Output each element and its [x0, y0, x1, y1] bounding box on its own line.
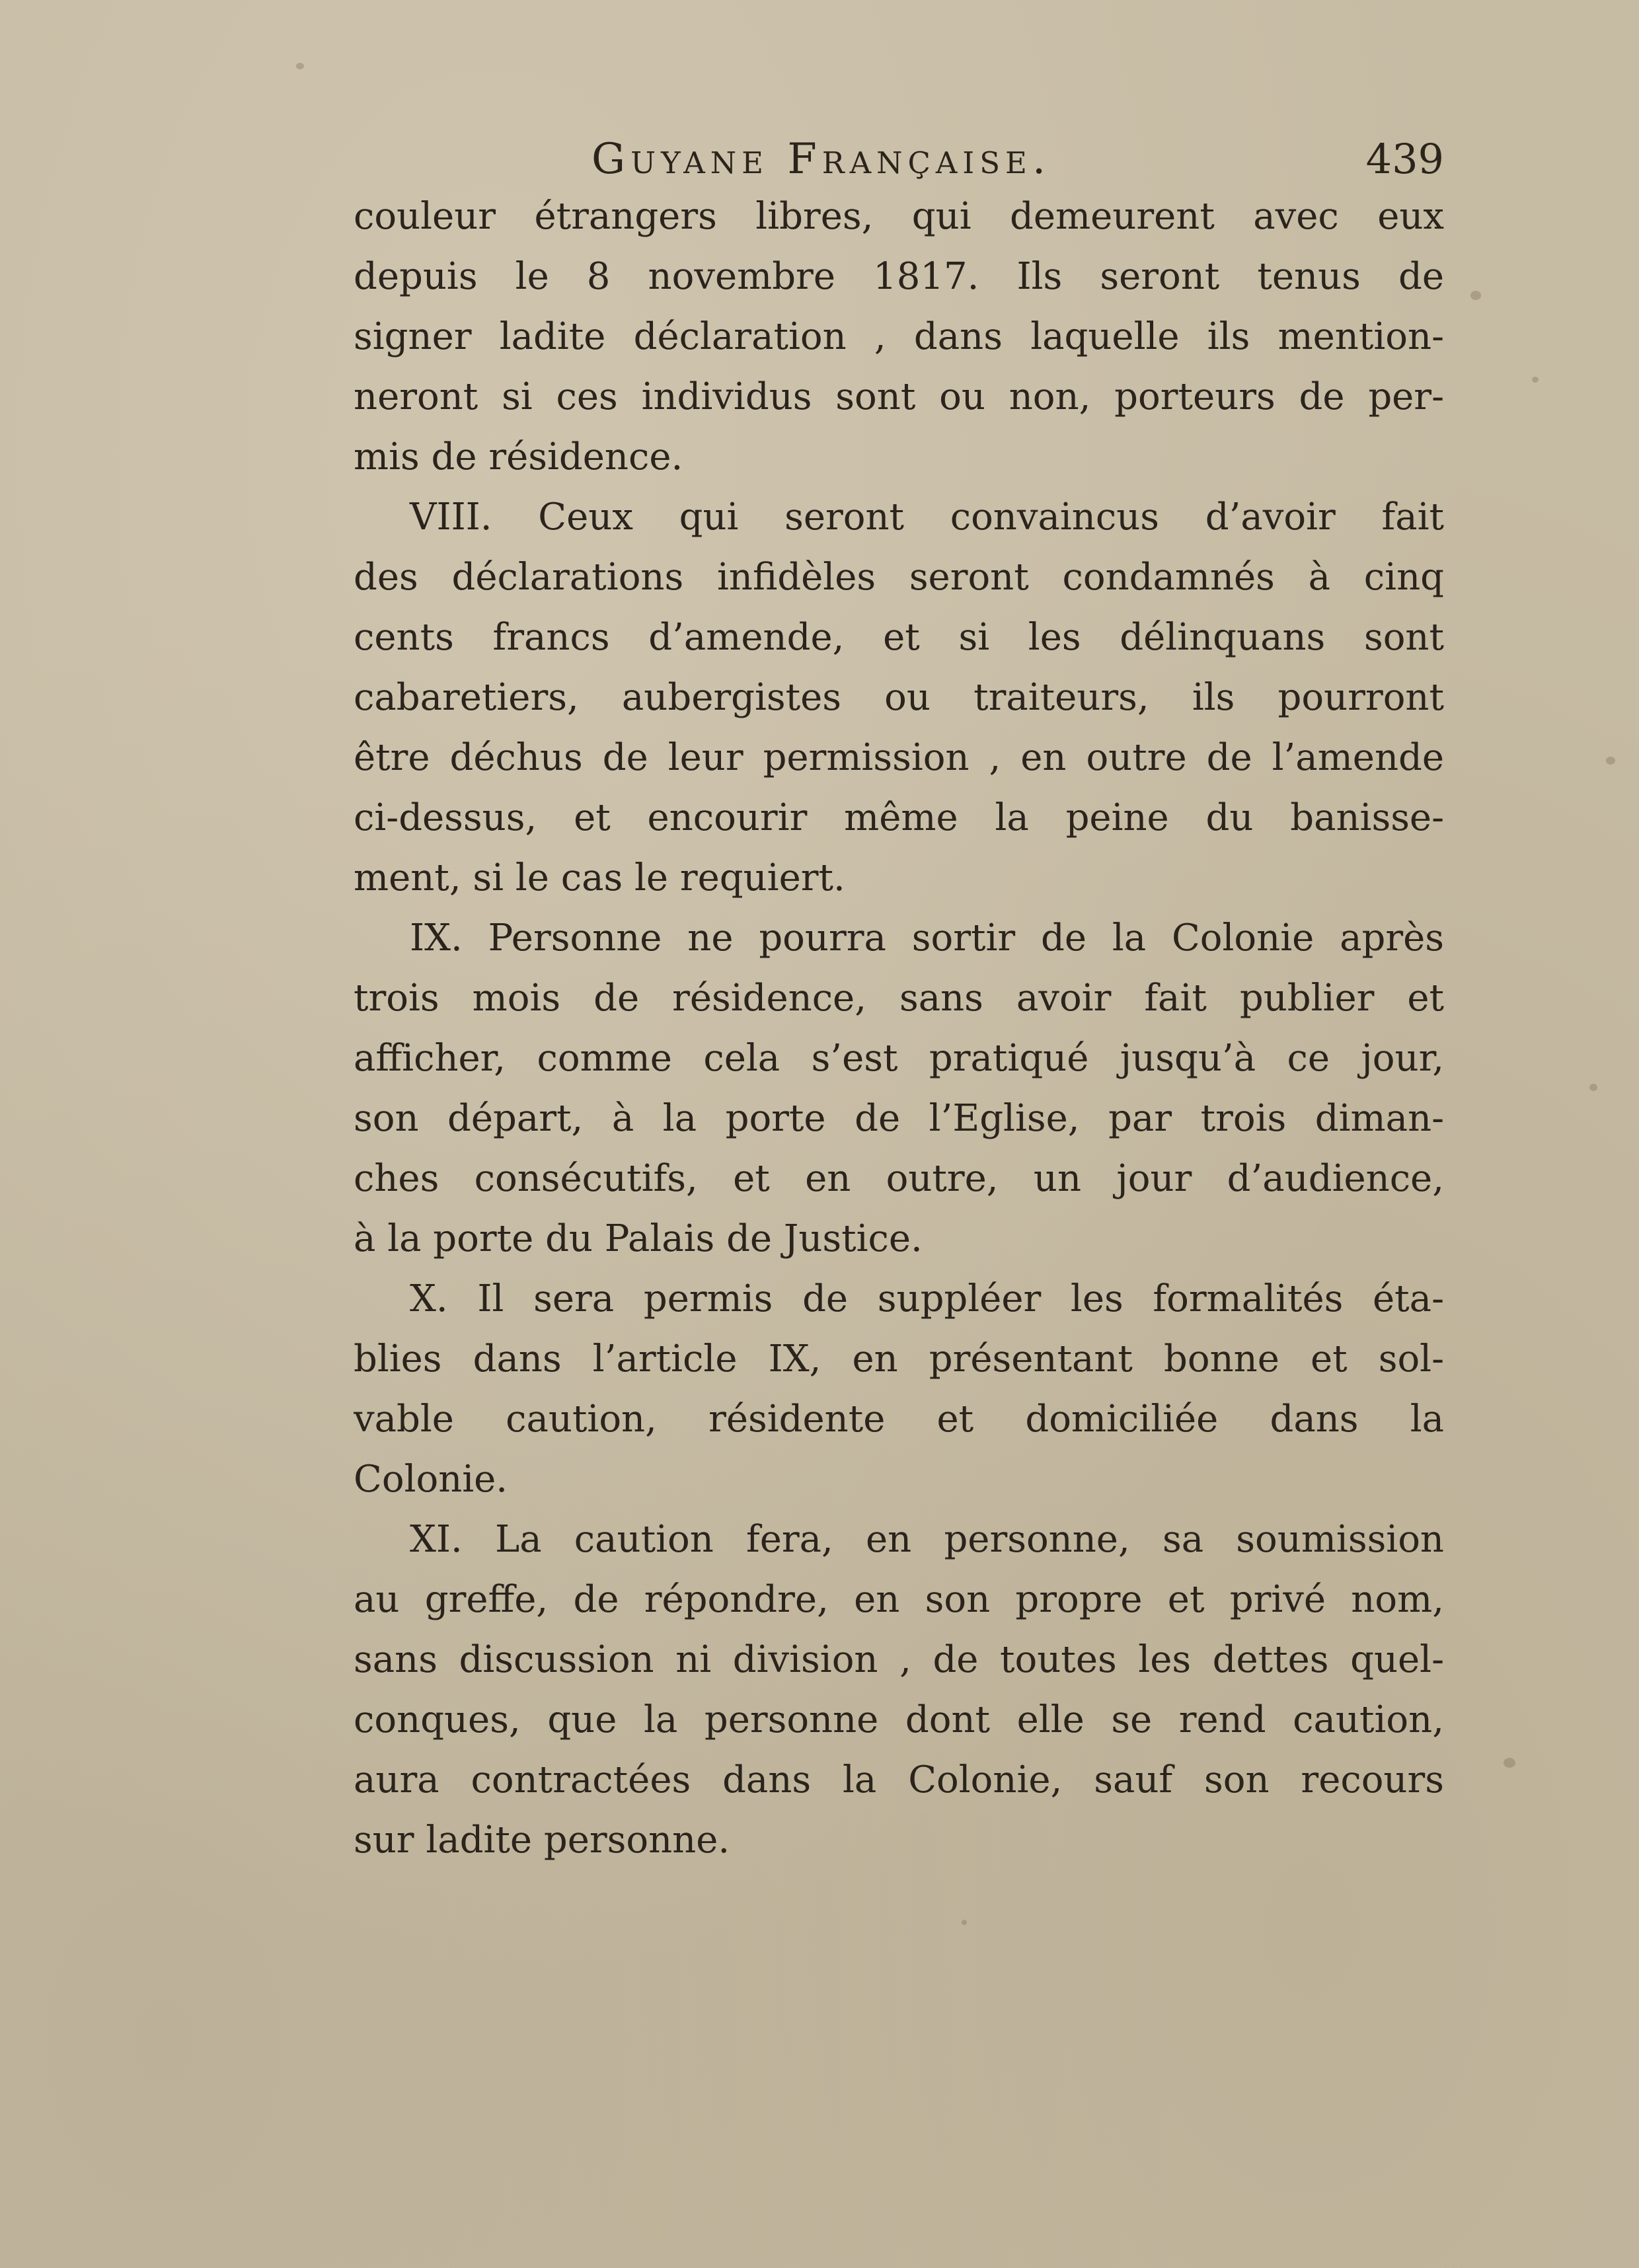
text-line: être déchus de leur permission , en outre de l’amende: [354, 736, 1444, 779]
paper-stain: [1504, 1758, 1515, 1768]
text-line: ches consécutifs, et en outre, un jour d’audience,: [354, 1157, 1444, 1200]
text-line: neront si ces individus sont ou non, porteurs de per-: [354, 375, 1444, 418]
text-line: des déclarations infidèles seront condamnés à cinq: [354, 556, 1444, 599]
text-line: depuis le 8 novembre 1817. Ils seront tenus de: [354, 255, 1444, 298]
paper-stain: [1532, 377, 1539, 383]
paper-stain: [962, 1920, 967, 1925]
text-line: X. Il sera permis de suppléer les formalités éta-: [410, 1277, 1444, 1320]
page-number: 439: [1365, 135, 1444, 183]
text-line: afficher, comme cela s’est pratiqué jusqu’à ce jour,: [354, 1037, 1444, 1080]
text-line: Colonie.: [354, 1458, 508, 1501]
text-line: ci-dessus, et encourir même la peine du banisse-: [354, 796, 1444, 839]
text-line: vable caution, résidente et domiciliée dans la: [354, 1398, 1444, 1441]
text-line: à la porte du Palais de Justice.: [354, 1217, 923, 1260]
text-line: blies dans l’article IX, en présentant bonne et sol-: [354, 1338, 1444, 1380]
text-line: trois mois de résidence, sans avoir fait publier et: [354, 977, 1444, 1020]
paper-stain: [1470, 291, 1481, 300]
text-line: couleur étrangers libres, qui demeurent avec eux: [354, 195, 1444, 238]
text-line: conques, que la personne dont elle se rend caution,: [354, 1698, 1444, 1741]
text-line: au greffe, de répondre, en son propre et privé nom,: [354, 1578, 1444, 1621]
text-line: VIII. Ceux qui seront convaincus d’avoir fait: [410, 496, 1444, 539]
text-line: signer ladite déclaration , dans laquelle ils mention-: [354, 315, 1444, 358]
body-text: [354, 186, 1444, 1870]
paper-stain: [1606, 757, 1615, 765]
text-line: IX. Personne ne pourra sortir de la Colonie après: [410, 917, 1444, 960]
text-line: XI. La caution fera, en personne, sa soumission: [410, 1518, 1444, 1561]
text-line: mis de résidence.: [354, 435, 683, 478]
running-title: Guyane Française.: [591, 135, 1051, 184]
page-header: [354, 130, 1444, 189]
text-line: cabaretiers, aubergistes ou traiteurs, ils pourront: [354, 676, 1444, 719]
paper-stain: [296, 63, 304, 69]
text-line: sans discussion ni division , de toutes les dettes quel-: [354, 1638, 1444, 1681]
text-line: ment, si le cas le requiert.: [354, 856, 845, 899]
text-line: sur ladite personne.: [354, 1819, 730, 1862]
text-line: cents francs d’amende, et si les délinquans sont: [354, 616, 1444, 659]
text-line: son départ, à la porte de l’Eglise, par trois diman-: [354, 1097, 1444, 1140]
text-line: aura contractées dans la Colonie, sauf son recours: [354, 1758, 1444, 1801]
paper-stain: [1589, 1084, 1597, 1091]
